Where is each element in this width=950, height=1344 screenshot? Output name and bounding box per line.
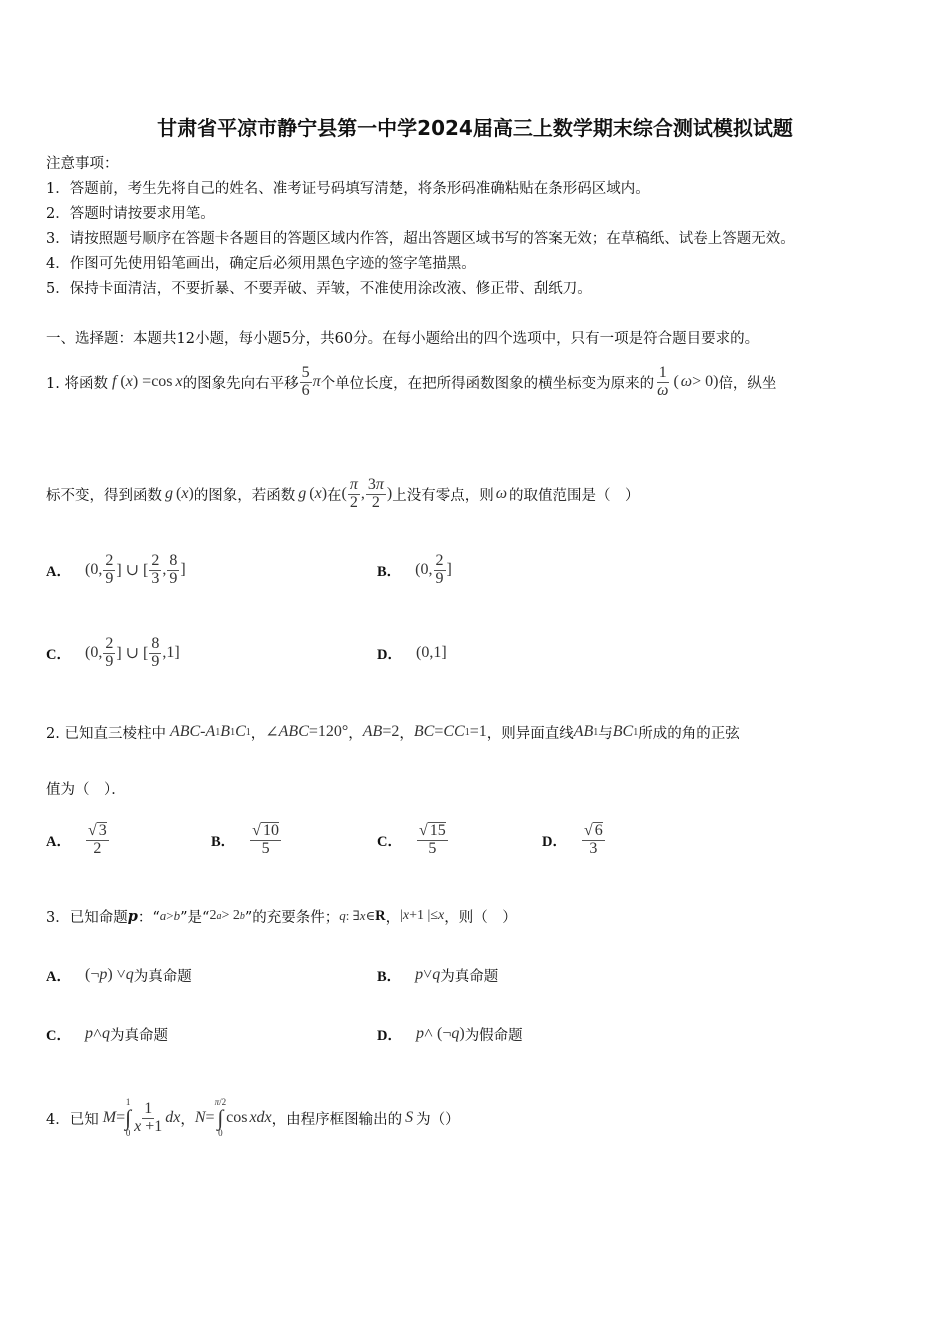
notice-heading: 注意事项： xyxy=(46,156,119,172)
option-c[interactable]: C． $\frac{√ 15}{5}$ xyxy=(377,822,446,857)
question-3-line: 3．已知命题 p ：“ a > b ”是“ 2 a > 2 b ”的充要条件； q : ∃ x ∈ R ， | x +1 |≤ x ，则（ ） xyxy=(46,907,517,926)
option-d[interactable]: D． $\frac{√ 6}{3}$ xyxy=(542,822,603,857)
option-a[interactable]: A． $\frac{√ 3}{2}$ xyxy=(46,822,107,857)
formula: $\frac{5}{6}$ xyxy=(301,363,310,399)
question-2-line-2: 值为（ ）． xyxy=(46,782,126,798)
option-a[interactable]: A． (0, $\frac{2}{9}$ ] ∪ [ $\frac{2}{3}$ , $\frac{8}{9}$ ] xyxy=(46,551,186,587)
page-title: 甘肃省平凉市静宁县第一中学2024届高三上数学期末综合测试模拟试题 xyxy=(157,116,793,140)
option-c[interactable]: C． p ˄ q 为真命题 xyxy=(46,1025,169,1044)
section-heading: 一、选择题：本题共12小题，每小题5分，共60分。在每小题给出的四个选项中，只有一项是符合题目要求的。 xyxy=(46,331,760,347)
option-c[interactable]: C． (0, $\frac{2}{9}$ ] ∪ [ $\frac{8}{9}$ ,1] xyxy=(46,634,180,670)
option-b[interactable]: B． p ˅ q 为真命题 xyxy=(377,966,499,985)
notice-item: 1．答题前，考生先将自己的姓名、准考证号码填写清楚，将条形码准确粘贴在条形码区域内。 xyxy=(46,181,650,197)
question-4-line: 4．已知 M = 1 ∫ 0 $\frac{1}{x +1}$ dx ， N = π/2 ∫ 0 cos xdx ，由程序框图输出的 S 为（） xyxy=(46,1097,460,1138)
option-d[interactable]: D． p ˄ (¬ q ) 为假命题 xyxy=(377,1025,523,1044)
option-b[interactable]: B． (0, $\frac{2}{9}$ ] xyxy=(377,551,452,587)
notice-item: 3．请按照题号顺序在答题卡各题目的答题区域内作答，超出答题区域书写的答案无效；在草稿纸、试卷上答题无效。 xyxy=(46,231,795,247)
notice-item: 4．作图可先使用铅笔画出，确定后必须用黑色字迹的签字笔描黑。 xyxy=(46,256,476,272)
notice-item: 2．答题时请按要求用笔。 xyxy=(46,206,215,222)
question-2-line-1: 2. 已知直三棱柱中 ABC - A 1 B 1 C 1 ， ∠ ABC =120° ， AB =2 ， BC = CC 1 =1 ，则异面直线 AB 1 与 BC 1 所成的角的正弦 xyxy=(46,723,740,742)
notice-item: 5．保持卡面清洁，不要折暴、不要弄破、弄皱，不准使用涂改液、修正带、刮纸刀。 xyxy=(46,281,592,297)
option-d[interactable]: D． (0,1] xyxy=(377,644,447,663)
option-b[interactable]: B． $\frac{√ 10}{5}$ xyxy=(211,822,279,857)
option-a[interactable]: A． (¬ p ) ˅ q 为真命题 xyxy=(46,966,192,985)
question-1-line-1: 1. 将函数 f ( x ) =cos x 的图象先向右平移 $\frac{5}{6}$ π 个单位长度，在把所得函数图象的横坐标变为原来的 $\frac{1}{\omega}$ ( ω > 0) 倍，纵坐 xyxy=(46,363,777,399)
question-1-line-2: 标不变，得到函数 g ( x ) 的图象，若函数 g ( x ) 在 ( $\frac{\pi}{2}$ , $\frac{3\pi}{2}$ ) 上没有零点，则 ω 的取值范围是（ ） xyxy=(46,475,640,511)
formula: $\frac{1}{\omega}$ xyxy=(657,363,669,399)
